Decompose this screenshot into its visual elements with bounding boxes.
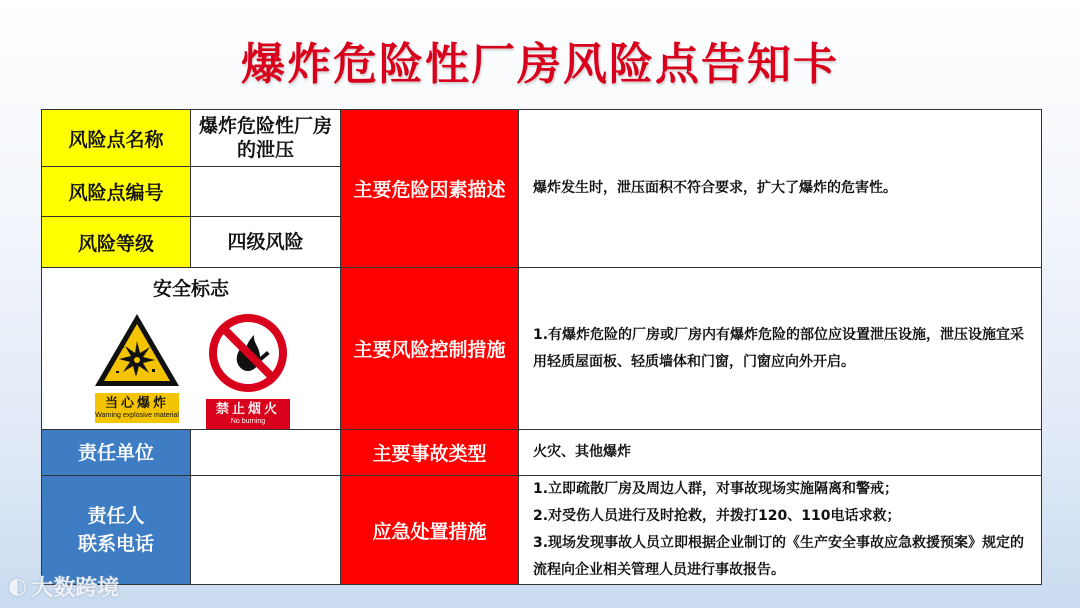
emergency-step: 3.现场发现事故人员立即根据企业制订的《生产安全事故应急救援预案》规定的流程向企业相关管理人员进行事故报告。	[533, 535, 1025, 578]
control-text: 1.有爆炸危险的厂房或厂房内有爆炸危险的部位应设置泄压设施，泄压设施宜采用轻质屋面板、轻质墙体和门窗，门窗应向外开启。	[519, 268, 1042, 430]
safety-signs	[42, 311, 340, 429]
risk-level-value: 四级风险	[191, 217, 341, 268]
responsible-unit-value	[191, 430, 341, 476]
safety-sign-title: 安全标志	[152, 278, 229, 300]
emergency-step: 2.对受伤人员进行及时抢救，并拨打120、110电话求救；	[533, 508, 901, 524]
contact-label-line2: 联系电话	[77, 533, 154, 555]
contact-label	[42, 476, 191, 585]
watermark-text: 大数跨境	[31, 576, 120, 601]
watermark	[8, 571, 119, 602]
explosion-warning-icon	[92, 311, 182, 389]
emergency-step: 1.立即疏散厂房及周边人群，对事故现场实施隔离和警戒；	[533, 481, 899, 497]
contact-value	[191, 476, 341, 585]
watermark-logo-icon: ◐	[8, 574, 28, 599]
emergency-label: 应急处置措施	[341, 476, 519, 585]
hazard-label: 主要危险因素描述	[341, 110, 519, 268]
risk-number-label: 风险点编号	[42, 167, 191, 217]
accident-text: 火灾、其他爆炸	[519, 430, 1042, 476]
no-fire-label	[206, 399, 290, 429]
page-title: 爆炸危险性厂房风险点告知卡	[241, 39, 839, 90]
safety-sign-cell	[42, 268, 341, 430]
explosion-warning-en: Warning explosive material	[95, 412, 179, 419]
risk-name-label: 风险点名称	[42, 110, 191, 167]
no-fire-icon	[206, 311, 290, 395]
accident-label: 主要事故类型	[341, 430, 519, 476]
no-fire-sign	[206, 311, 290, 429]
risk-number-value	[191, 167, 341, 217]
hazard-text: 爆炸发生时，泄压面积不符合要求，扩大了爆炸的危害性。	[519, 110, 1042, 268]
risk-level-label: 风险等级	[42, 217, 191, 268]
explosion-warning-cn: 当心爆炸	[104, 396, 169, 411]
risk-name-value: 爆炸危险性厂房的泄压	[191, 110, 341, 167]
explosion-warning-label	[95, 393, 179, 423]
no-fire-en: No burning	[230, 418, 266, 425]
risk-card-table	[41, 109, 1042, 585]
explosion-warning-sign	[92, 311, 182, 429]
responsible-unit-label: 责任单位	[42, 430, 191, 476]
no-fire-cn: 禁止烟火	[215, 402, 280, 417]
control-label: 主要风险控制措施	[341, 268, 519, 430]
contact-label-line1: 责任人	[87, 505, 145, 527]
emergency-text	[519, 476, 1042, 585]
